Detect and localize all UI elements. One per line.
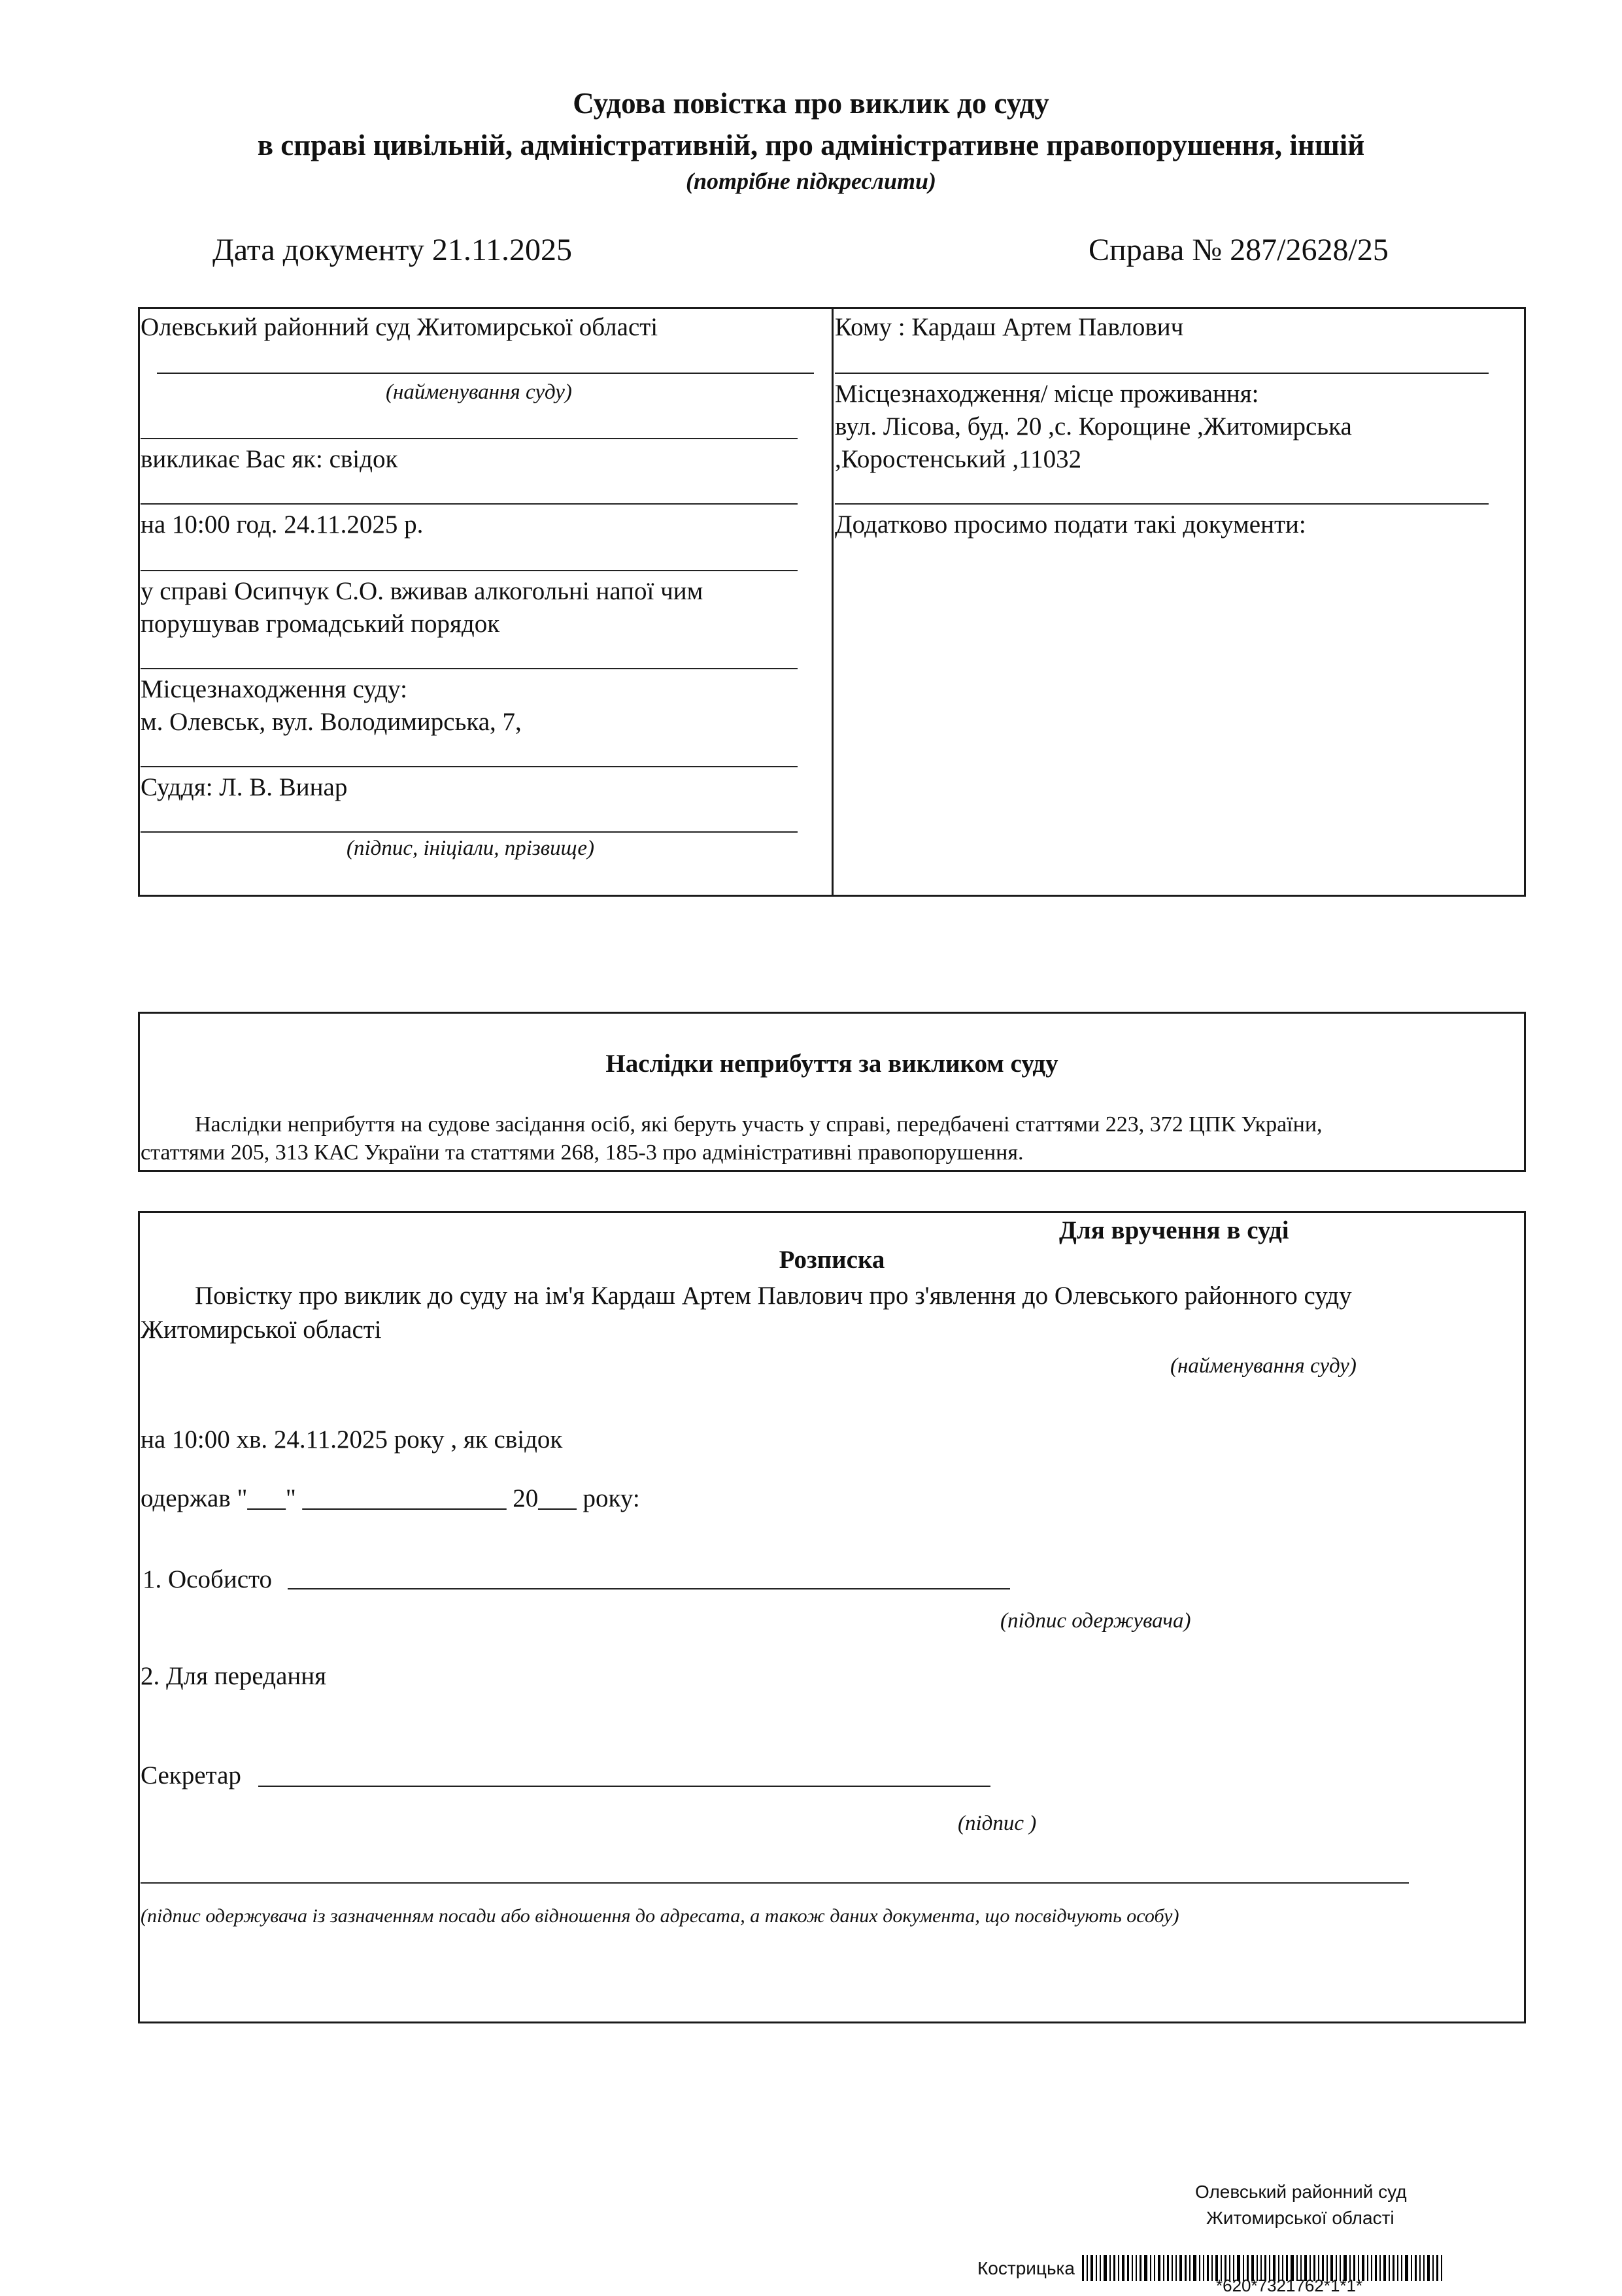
document-date: Дата документу 21.11.2025	[212, 233, 573, 267]
divider-line	[835, 373, 1489, 374]
case-description-line2: порушував громадський порядок	[141, 610, 500, 638]
receipt-text-line2: Житомирської області	[141, 1316, 382, 1344]
document-subtitle: в справі цивільній, адміністративній, про адміністративне правопорушення, іншій	[257, 129, 1365, 161]
receipt-title: Розписка	[779, 1246, 885, 1274]
receipt-court-caption: (найменування суду)	[1170, 1354, 1357, 1378]
divider-line	[141, 570, 798, 571]
receipt-received-date: одержав "___" ________________ 20___ року:	[141, 1484, 640, 1512]
divider-line	[141, 668, 798, 669]
recipient: Кому : Кардаш Артем Павлович	[835, 313, 1184, 341]
court-location: м. Олевськ, вул. Володимирська, 7,	[141, 708, 522, 736]
clerk-name: Кострицька	[977, 2258, 1075, 2278]
court-name: Олевський районний суд Житомирської області	[141, 313, 658, 341]
judge-name: Суддя: Л. В. Винар	[141, 773, 348, 801]
personal-delivery-label: 1. Особисто	[143, 1565, 273, 1593]
consequences-line2: статтями 205, 313 КАС України та статтями 268, 185-3 про адміністративні правопорушення.	[141, 1140, 1024, 1165]
address-label: Місцезнаходження/ місце проживання:	[835, 380, 1259, 408]
court-name-caption: (найменування суду)	[386, 380, 572, 404]
divider-line	[141, 766, 798, 767]
hearing-time: на 10:00 год. 24.11.2025 р.	[141, 510, 424, 539]
footer-court-line2: Житомирської області	[1206, 2208, 1394, 2228]
summons-divider	[832, 307, 834, 897]
judge-caption: (підпис, ініціали, прізвище)	[346, 837, 595, 860]
case-number: Справа № 287/2628/25	[1089, 233, 1389, 267]
divider-line	[141, 503, 798, 505]
personal-signature-caption: (підпис одержувача)	[1000, 1609, 1191, 1633]
secretary-signature-caption: (підпис )	[958, 1812, 1037, 1835]
case-description-line1: у справі Осипчук С.О. вживав алкогольні напої чим	[141, 577, 703, 605]
divider-line	[141, 438, 798, 439]
summons-role: викликає Вас як: свідок	[141, 445, 398, 473]
additional-documents: Додатково просимо подати такі документи:	[835, 510, 1306, 539]
divider-line	[835, 503, 1489, 505]
receipt-text-line1: Повістку про виклик до суду на ім'я Кардаш Артем Павлович про з'явлення до Олевського районного суду	[195, 1282, 1352, 1310]
transfer-label: 2. Для передання	[141, 1662, 327, 1690]
document-title: Судова повістка про виклик до суду	[573, 87, 1049, 120]
title-note: (потрібне підкреслити)	[685, 168, 937, 194]
footer-court-line1: Олевський районний суд	[1195, 2182, 1407, 2202]
consequences-line1: Наслідки неприбуття на судове засідання осіб, які беруть участь у справі, передбачені статтями 223, 372 ЦПК України,	[195, 1112, 1323, 1137]
court-location-label: Місцезнаходження суду:	[141, 675, 407, 703]
consequences-title: Наслідки неприбуття за викликом суду	[605, 1050, 1058, 1078]
court-name-line	[157, 373, 814, 374]
secretary-label: Секретар	[141, 1761, 241, 1789]
signature-line	[141, 831, 798, 833]
receipt-time: на 10:00 хв. 24.11.2025 року , як свідок	[141, 1425, 563, 1454]
barcode-text: *620*7321762*1*1*	[1216, 2276, 1363, 2295]
address-line1: вул. Лісова, буд. 20 ,с. Корощине ,Житомирська	[835, 412, 1352, 441]
for-court-label: Для вручення в суді	[1059, 1216, 1289, 1244]
recipient-signature-line	[141, 1882, 1409, 1884]
recipient-signature-caption: (підпис одержувача із зазначенням посади або відношення до адресата, а також даних документа, що посвідчують особу)	[141, 1905, 1179, 1927]
address-line2: ,Коростенський ,11032	[835, 445, 1082, 473]
personal-signature-line	[288, 1588, 1010, 1589]
secretary-signature-line	[258, 1786, 990, 1787]
